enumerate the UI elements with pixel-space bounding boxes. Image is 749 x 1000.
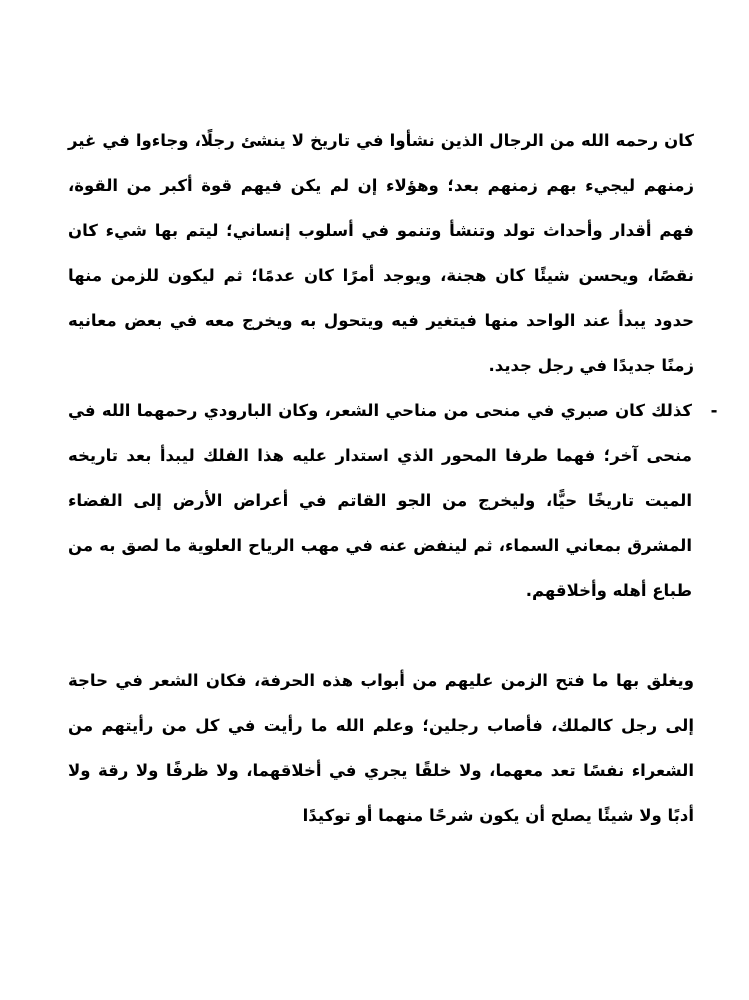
paragraph-1: كان رحمه الله من الرجال الذين نشأوا في تاريخ لا ينشئ رجلًا، وجاءوا في غير زمنهم ليجيء بهم زمنهم بعد؛ وهؤلاء إن لم يكن فيهم قوة أكبر من القوة، فهم أقدار وأحداث تولد وتنشأ وتنمو في أسلوب إنساني؛ ليتم بها شيء كان نقصًا، ويحسن شيئًا كان هجنة، ويوجد أمرًا كان عدمًا؛ ثم ليكون للزمن منها حدود يبدأ عند الواحد منها فيتغير فيه ويتحول به ويخرج معه في بعض معانيه زمنًا جديدًا في رجل جديد. xyxy=(68,131,694,375)
paragraph-3: ويغلق بها ما فتح الزمن عليهم من أبواب هذه الحرفة، فكان الشعر في حاجة إلى رجل كالملك، فأصاب رجلين؛ وعلم الله ما رأيت في كل من رأيتهم من الشعراء نفسًا تعد معهما، ولا خلقًا يجري في أخلاقهما، ولا ظرفًا ولا رقة ولا أدبًا ولا شيئًا يصلح أن يكون شرحًا منهما أو توكيدًا xyxy=(68,671,694,825)
paragraph-2: كذلك كان صبري في منحى من مناحي الشعر، وكان البارودي رحمهما الله في منحى آخر؛ فهما طرفا المحور الذي استدار عليه هذا الفلك ليبدأ بعد تاريخه الميت تاريخًا حيًّا، وليخرج من الجو القاتم في أعراض الأرض إلى الفضاء المشرق بمعاني السماء، ثم لينفض عنه في مهب الرياح العلوية ما لصق به من طباع أهله وأخلاقهم. xyxy=(68,401,692,600)
bullet-dash: - xyxy=(710,401,718,420)
